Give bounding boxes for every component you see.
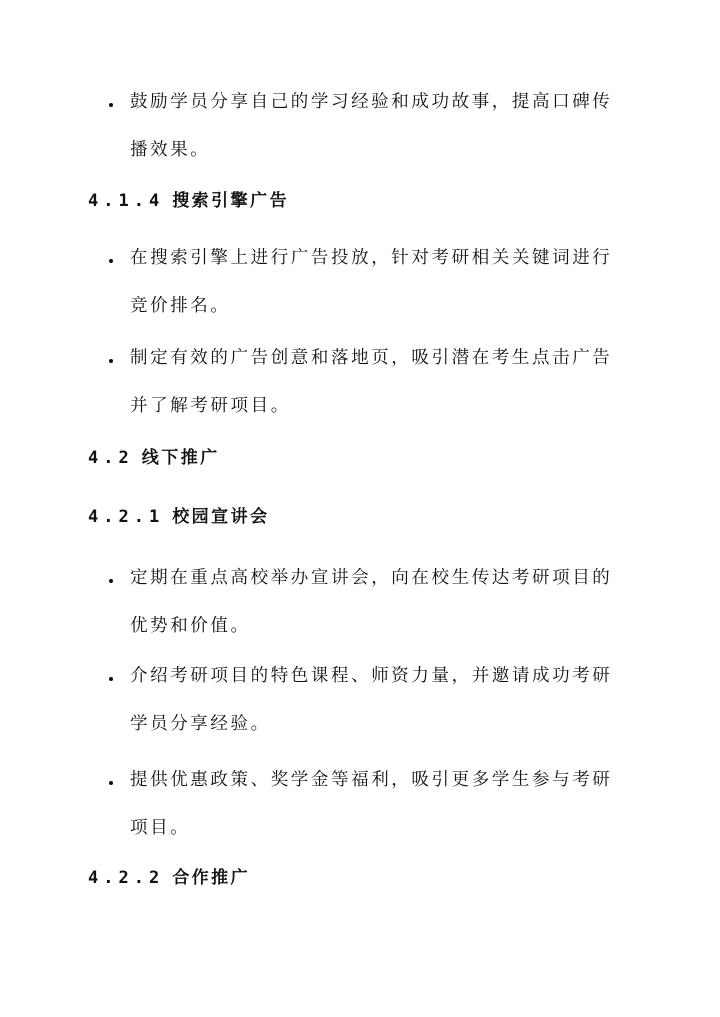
section-title: 合作推广: [172, 868, 251, 888]
bullet-text-row: [0, 652, 720, 748]
bullet-dot-icon: [106, 652, 116, 700]
list-item: [0, 652, 720, 748]
bullet-dot-icon: [106, 554, 116, 602]
bullet-text: 提供优惠政策、奖学金等福利，吸引更多学生参与考研项目。: [130, 770, 613, 838]
list-item: [0, 78, 720, 174]
section-title: 线下推广: [141, 448, 220, 468]
bullet-text: 鼓励学员分享自己的学习经验和成功故事，提高口碑传播效果。: [130, 92, 613, 160]
list-item: [0, 554, 720, 650]
section-heading-4-2-1: [88, 505, 270, 529]
bullet-dot-icon: [106, 234, 116, 282]
list-item: [0, 334, 720, 430]
section-number: 4.2.2: [88, 868, 165, 888]
bullet-text: 在搜索引擎上进行广告投放，针对考研相关关键词进行竞价排名。: [130, 248, 613, 316]
section-heading-4-2-2: [88, 866, 250, 890]
bullet-text: 定期在重点高校举办宣讲会，向在校生传达考研项目的优势和价值。: [130, 568, 613, 636]
bullet-dot-icon: [106, 334, 116, 382]
bullet-text: 介绍考研项目的特色课程、师资力量，并邀请成功考研学员分享经验。: [130, 666, 613, 734]
section-title: 校园宣讲会: [172, 507, 270, 527]
section-number: 4.2.1: [88, 507, 165, 527]
section-number: 4.2: [88, 448, 134, 468]
section-title: 搜索引擎广告: [172, 191, 290, 211]
section-heading-4-1-4: [88, 189, 289, 213]
bullet-text-row: [0, 234, 720, 330]
bullet-text: 制定有效的广告创意和落地页，吸引潜在考生点击广告并了解考研项目。: [130, 348, 613, 416]
list-item: [0, 756, 720, 852]
section-number: 4.1.4: [88, 191, 165, 211]
bullet-dot-icon: [106, 756, 116, 804]
bullet-dot-icon: [106, 78, 116, 126]
bullet-text-row: [0, 78, 720, 174]
bullet-text-row: [0, 554, 720, 650]
list-item: [0, 234, 720, 330]
section-heading-4-2: [88, 446, 220, 470]
bullet-text-row: [0, 756, 720, 852]
bullet-text-row: [0, 334, 720, 430]
